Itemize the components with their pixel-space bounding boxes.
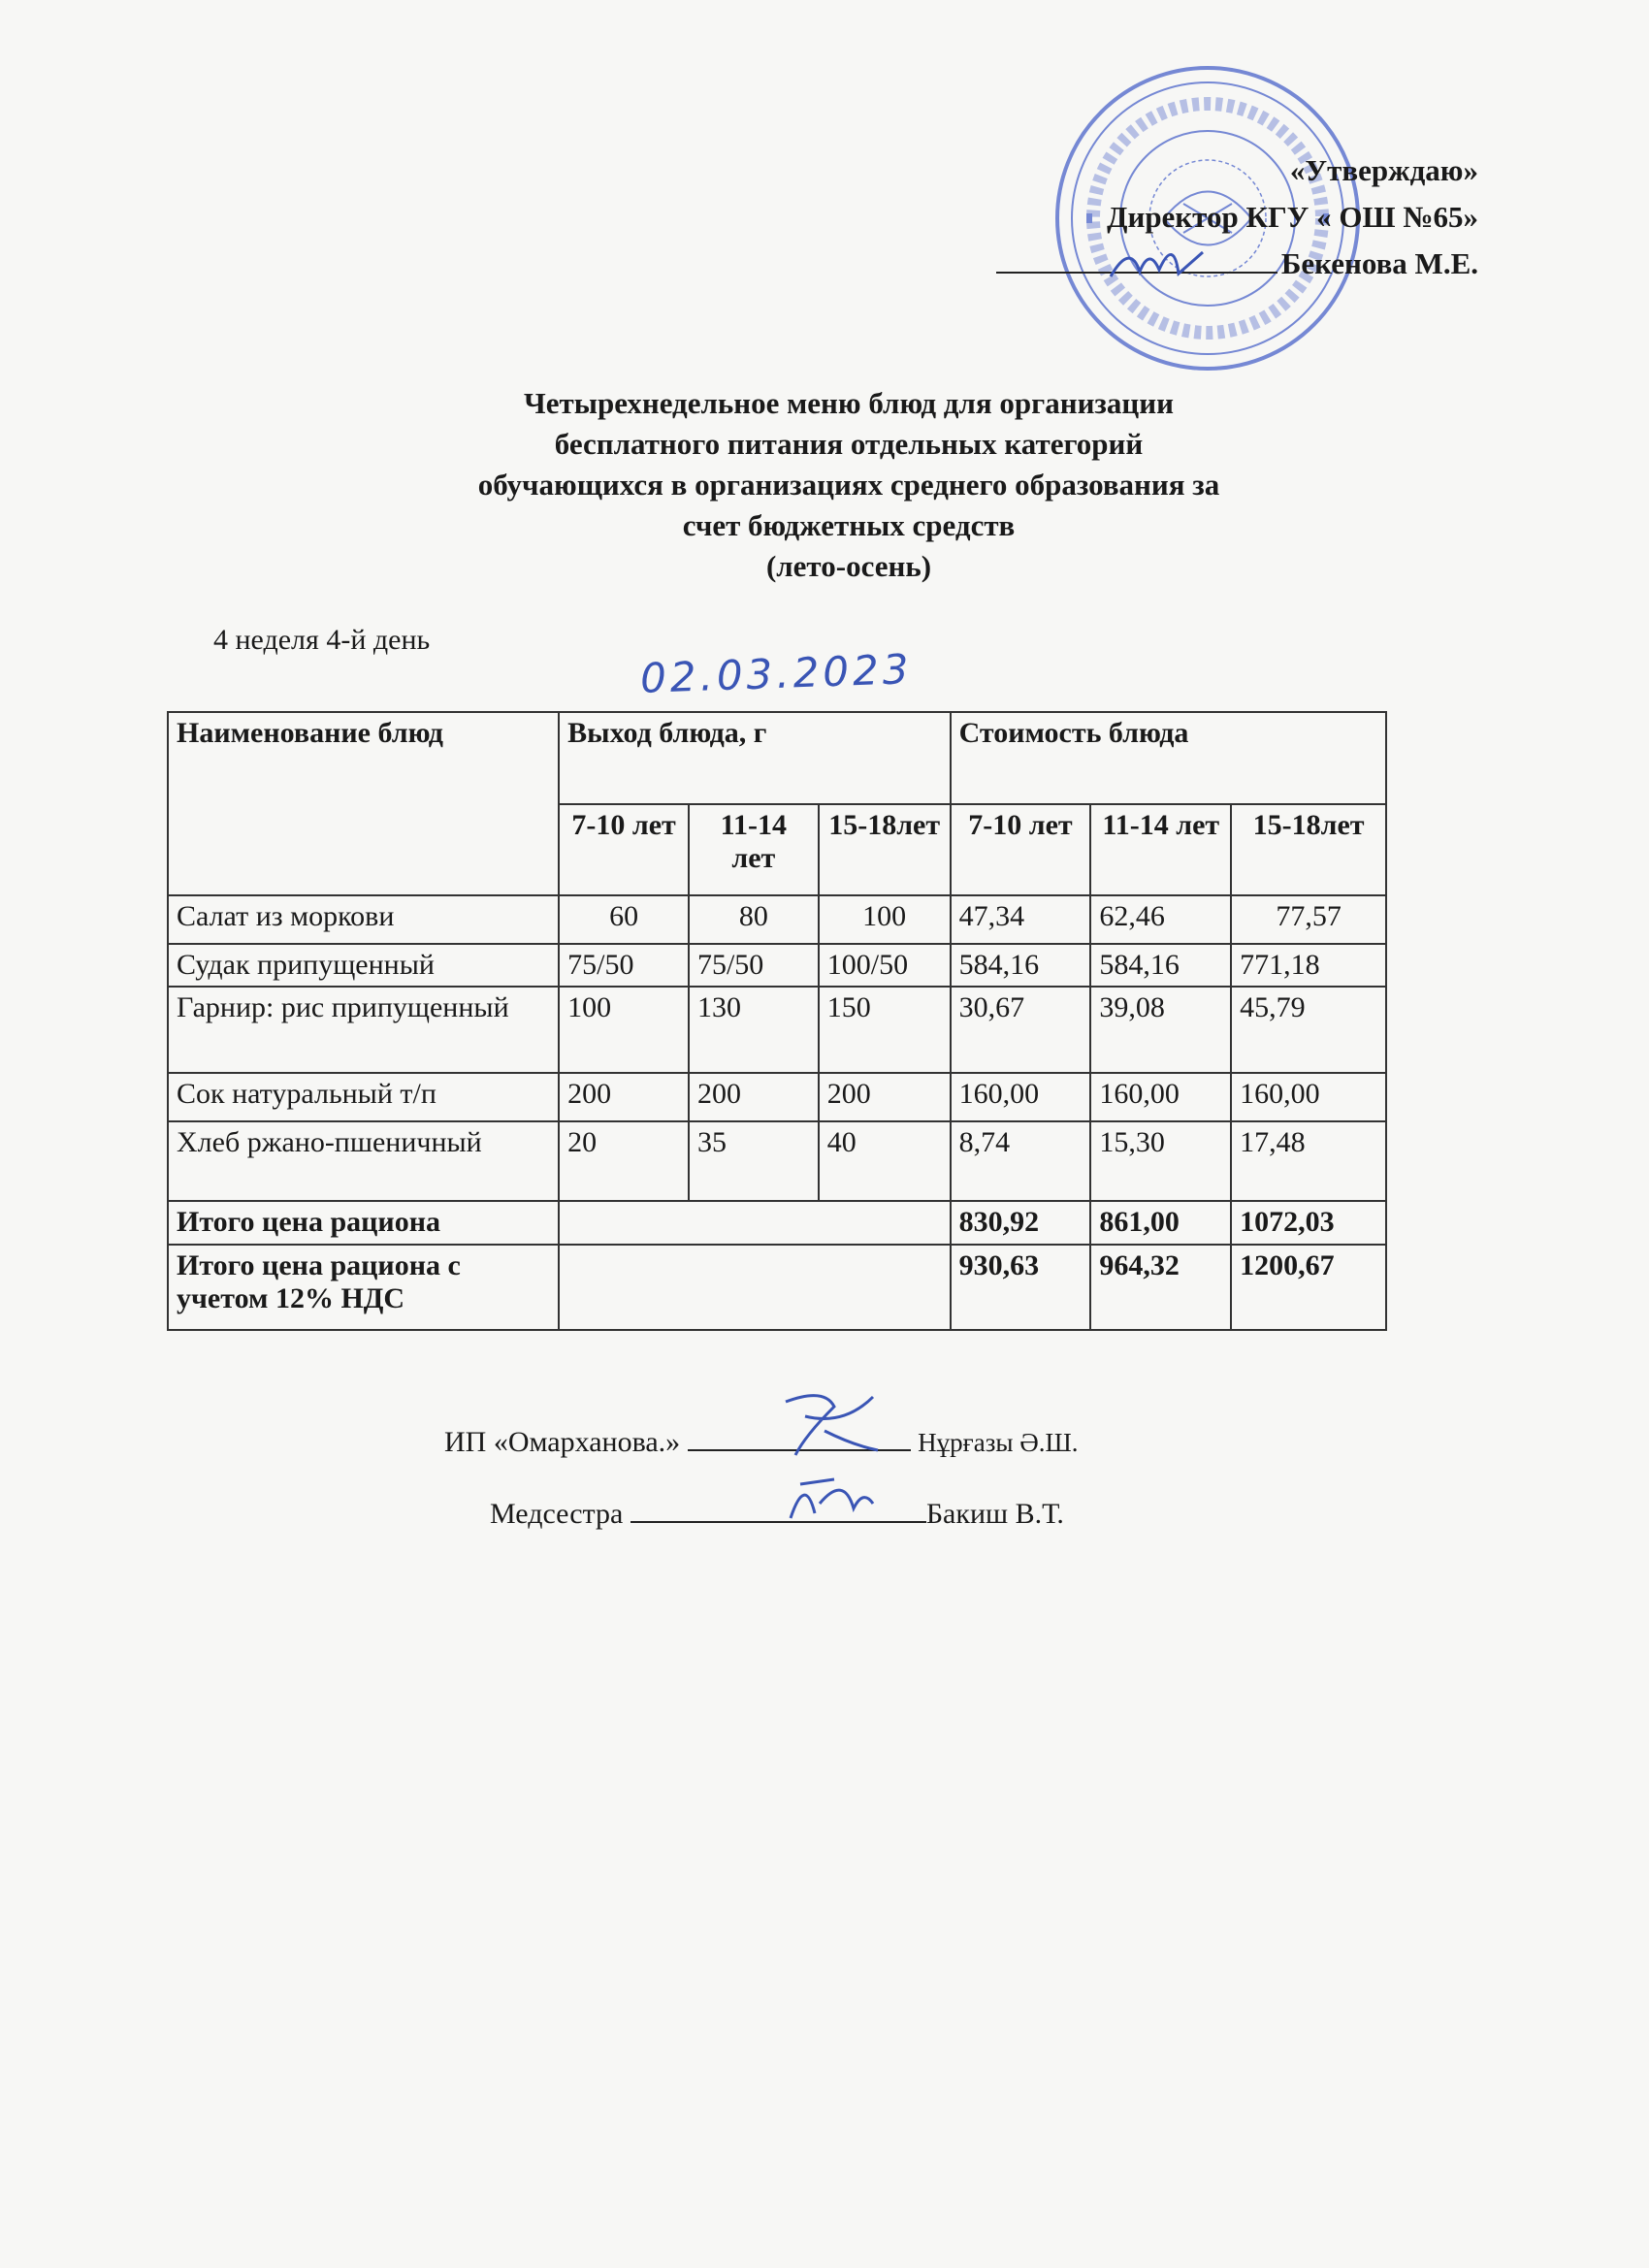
total-cost-cell: 830,92 [951,1201,1091,1245]
yield-cell: 75/50 [689,944,819,987]
table-row [168,944,1386,987]
nurse-name: Бакиш В.Т. [925,1498,1064,1530]
total-vat-cost-cell: 1200,67 [1231,1245,1386,1330]
age-header: 7-10 лет [559,804,689,895]
age-header: 7-10 лет [951,804,1091,895]
empty-cell [559,1201,950,1245]
yield-cell: 100 [559,987,689,1073]
cost-cell: 47,34 [951,895,1091,944]
dish-name-header: Наименование блюд [168,712,559,895]
cost-cell: 160,00 [1231,1073,1386,1121]
ip-name: Нұрғазы Ә.Ш. [918,1428,1079,1457]
age-header: 11-14 лет [689,804,819,895]
total-vat-cost-cell: 964,32 [1090,1245,1231,1330]
cost-cell: 160,00 [951,1073,1091,1121]
week-day-label: 4 неделя 4-й день [213,624,431,656]
director-name: Бекенова М.Е. [1280,246,1478,280]
title-line-4: счет бюджетных средств [682,508,1016,542]
dish-name: Судак припущенный [168,944,559,987]
cost-cell: 39,08 [1090,987,1231,1073]
title-line-5: (лето-осень) [765,549,932,583]
age-header: 15-18лет [1231,804,1386,895]
document-title [291,383,1406,587]
dish-name: Хлеб ржано-пшеничный [168,1121,559,1201]
title-line-2: бесплатного питания отдельных категорий [554,427,1144,461]
nurse-label: Медсестра [490,1498,624,1530]
table-row [168,1121,1386,1201]
yield-cell: 200 [689,1073,819,1121]
cost-cell: 8,74 [951,1121,1091,1201]
empty-cell [559,1245,950,1330]
cost-cell: 77,57 [1231,895,1386,944]
total-cost-cell: 1072,03 [1231,1201,1386,1245]
handwritten-date: 02.03.2023 [639,645,914,702]
table-row [168,895,1386,944]
yield-cell: 80 [689,895,819,944]
yield-header: Выход блюда, г [559,712,950,804]
director-position: Директор КГУ « ОШ №65» [1107,200,1478,234]
yield-cell: 130 [689,987,819,1073]
table-header-row [168,712,1386,804]
ip-signature-icon [766,1387,892,1465]
menu-table [167,711,1387,1331]
table-row [168,987,1386,1073]
cost-cell: 160,00 [1090,1073,1231,1121]
dish-name: Гарнир: рис припущенный [168,987,559,1073]
yield-cell: 35 [689,1121,819,1201]
age-header: 11-14 лет [1090,804,1231,895]
yield-cell: 60 [559,895,689,944]
cost-cell: 30,67 [951,987,1091,1073]
cost-cell: 17,48 [1231,1121,1386,1201]
title-line-3: обучающихся в организациях среднего образования за [477,468,1220,502]
total-label: Итого цена рациона [168,1201,559,1245]
dish-name: Сок натуральный т/п [168,1073,559,1121]
cost-cell: 15,30 [1090,1121,1231,1201]
total-cost-cell: 861,00 [1090,1201,1231,1245]
cost-cell: 45,79 [1231,987,1386,1073]
director-signature-icon [1106,233,1212,291]
cost-cell: 771,18 [1231,944,1386,987]
yield-cell: 100/50 [819,944,951,987]
total-row [168,1201,1386,1245]
nurse-signature-icon [776,1465,883,1533]
total-vat-row [168,1245,1386,1330]
yield-cell: 100 [819,895,951,944]
ip-signature-row [444,1424,1079,1459]
title-line-1: Четырехнедельное меню блюд для организации [524,386,1174,420]
yield-cell: 200 [819,1073,951,1121]
yield-cell: 200 [559,1073,689,1121]
cost-cell: 62,46 [1090,895,1231,944]
table-row [168,1073,1386,1121]
approval-block [996,147,1478,287]
approval-heading: «Утверждаю» [1289,153,1478,187]
dish-name: Салат из моркови [168,895,559,944]
cost-cell: 584,16 [1090,944,1231,987]
yield-cell: 150 [819,987,951,1073]
director-signature-row [996,241,1478,287]
total-vat-cost-cell: 930,63 [951,1245,1091,1330]
yield-cell: 20 [559,1121,689,1201]
age-header: 15-18лет [819,804,951,895]
yield-cell: 75/50 [559,944,689,987]
cost-cell: 584,16 [951,944,1091,987]
total-vat-label: Итого цена рациона с учетом 12% НДС [168,1245,559,1330]
yield-cell: 40 [819,1121,951,1201]
ip-label: ИП «Омарханова.» [444,1426,681,1458]
cost-header: Стоимость блюда [951,712,1386,804]
